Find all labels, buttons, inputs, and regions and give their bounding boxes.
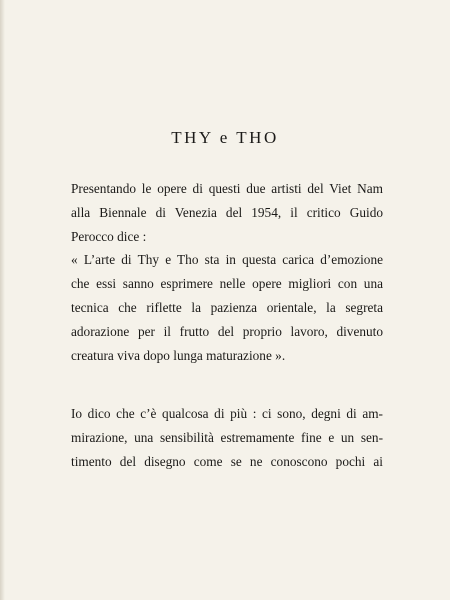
text-line: creatura viva dopo lunga maturazione ». [71,347,286,363]
text-line: adorazione per il frutto del proprio lavoro, divenuto [71,323,383,339]
text-line: Perocco dice : [71,228,147,244]
page-edge-shadow [0,0,5,600]
text-line: Presentando le opere di questi due artisti del Viet Nam [71,181,383,196]
text-line: che essi sanno esprimere nelle opere migliori con una [71,276,383,292]
text-line: mirazione, una sensibilità estremamente fine e un sen- [71,429,383,445]
page-title: THY e THO [171,128,279,147]
text-line: timento del disegno come se ne conoscono pochi ai [71,453,383,469]
intro-paragraph [71,177,383,367]
text-line: « L’arte di Thy e Tho sta in questa carica d’emozione [71,252,383,268]
text-line: alla Biennale di Venezia del 1954, il critico Guido [71,204,383,220]
text-line: Io dico che c’è qualcosa di più : ci sono, degni di am- [71,406,383,421]
second-paragraph [71,402,383,473]
text-line: tecnica che riflette la pazienza orientale, la segreta [71,299,383,315]
